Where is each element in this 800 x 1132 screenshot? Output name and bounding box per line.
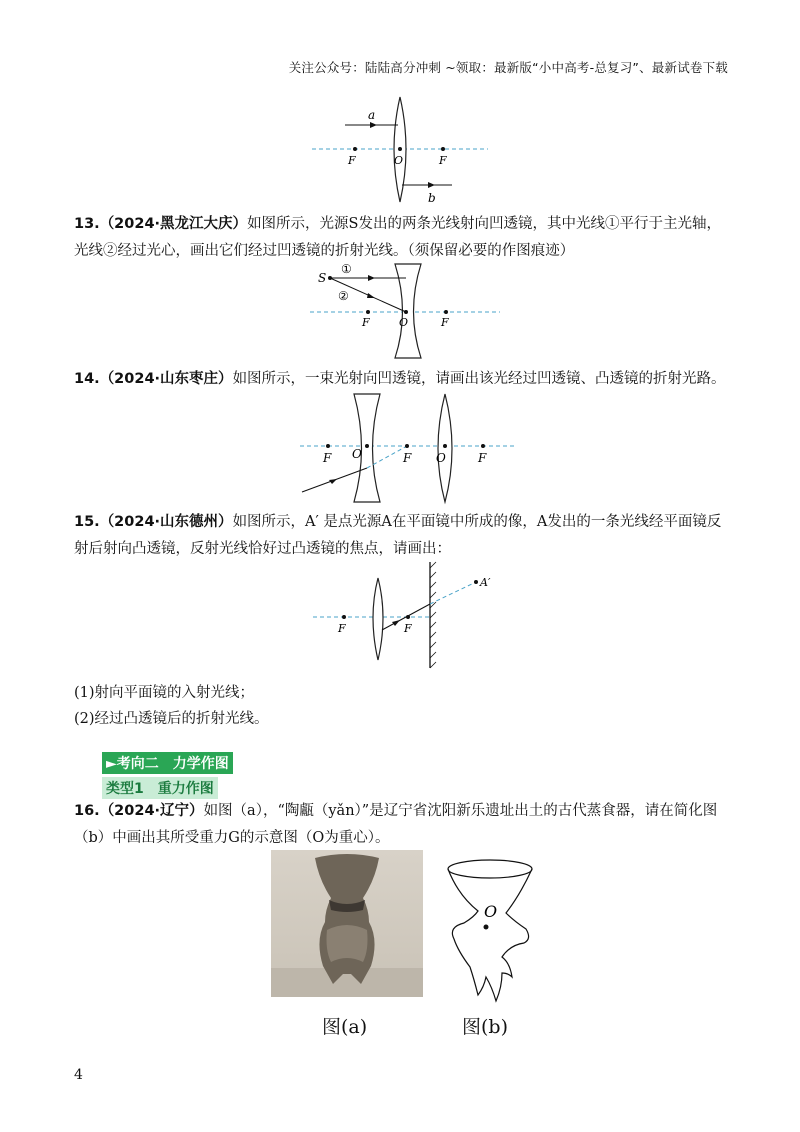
q15-item-1: (1)射向平面镜的入射光线； xyxy=(74,685,255,701)
question-15: 15.（2024·山东德州）如图所示，A′ 是点光源A在平面镜中所成的像，A发出的一条光线经平面镜反射后射向凸透镜，反射光线恰好过凸透镜的焦点，请画出： xyxy=(74,514,722,557)
svg-text:F: F xyxy=(403,451,412,465)
figure-q14-two-lenses xyxy=(297,392,517,506)
question-16: 16.（2024·辽宁）如图（a），“陶甗（yǎn）”是辽宁省沈阳新乐遗址出土的古代蒸食器，请在简化图（b）中画出其所受重力G的示意图（O为重心）。 xyxy=(74,803,718,846)
figure-q16-simplified-vessel xyxy=(440,855,540,1005)
section-tag-mechanics: ►考向二 力学作图 xyxy=(102,752,233,774)
label-a: a xyxy=(368,108,376,122)
svg-text:O: O xyxy=(399,316,409,329)
svg-text:①: ① xyxy=(341,262,352,276)
svg-text:F: F xyxy=(323,451,332,465)
q15-item-2: (2)经过凸透镜后的折射光线。 xyxy=(74,711,269,727)
figure-q15-lens-mirror xyxy=(310,560,510,670)
page-number: 4 xyxy=(74,1067,83,1083)
caption-figure-b: 图(b) xyxy=(462,1016,508,1038)
svg-text:O: O xyxy=(394,154,404,167)
svg-text:F: F xyxy=(439,154,447,167)
svg-text:F: F xyxy=(478,451,487,465)
figure-q12-convex-lens xyxy=(300,92,500,207)
question-13: 13.（2024·黑龙江大庆）如图所示，光源S发出的两条光线射向凹透镜，其中光线①平行于主光轴，光线②经过光心，画出它们经过凹透镜的折射光线。（须保留必要的作图痕迹） xyxy=(74,216,721,259)
label-b: b xyxy=(428,191,436,205)
caption-figure-a: 图(a) xyxy=(322,1016,368,1038)
figure-q13-concave-lens xyxy=(305,258,505,364)
svg-text:F: F xyxy=(441,316,449,329)
svg-text:F: F xyxy=(404,622,412,635)
svg-text:F: F xyxy=(348,154,356,167)
svg-text:②: ② xyxy=(338,289,349,303)
photo-pottery-vessel xyxy=(271,850,423,997)
svg-text:F: F xyxy=(362,316,370,329)
svg-text:S: S xyxy=(318,271,327,285)
label-center-of-gravity: O xyxy=(484,902,498,921)
question-14: 14.（2024·山东枣庄）如图所示，一束光射向凹透镜，请画出该光经过凹透镜、凸透镜的折射光路。 xyxy=(74,371,726,387)
svg-text:O: O xyxy=(352,447,362,461)
page-header: 关注公众号：陆陆高分冲刺 ~领取：最新版“小中高考-总复习”、最新试卷下载 xyxy=(288,60,728,75)
svg-text:A′: A′ xyxy=(480,576,491,589)
svg-text:O: O xyxy=(436,451,446,465)
section-tag-gravity: 类型1 重力作图 xyxy=(102,777,218,799)
svg-text:F: F xyxy=(338,622,346,635)
